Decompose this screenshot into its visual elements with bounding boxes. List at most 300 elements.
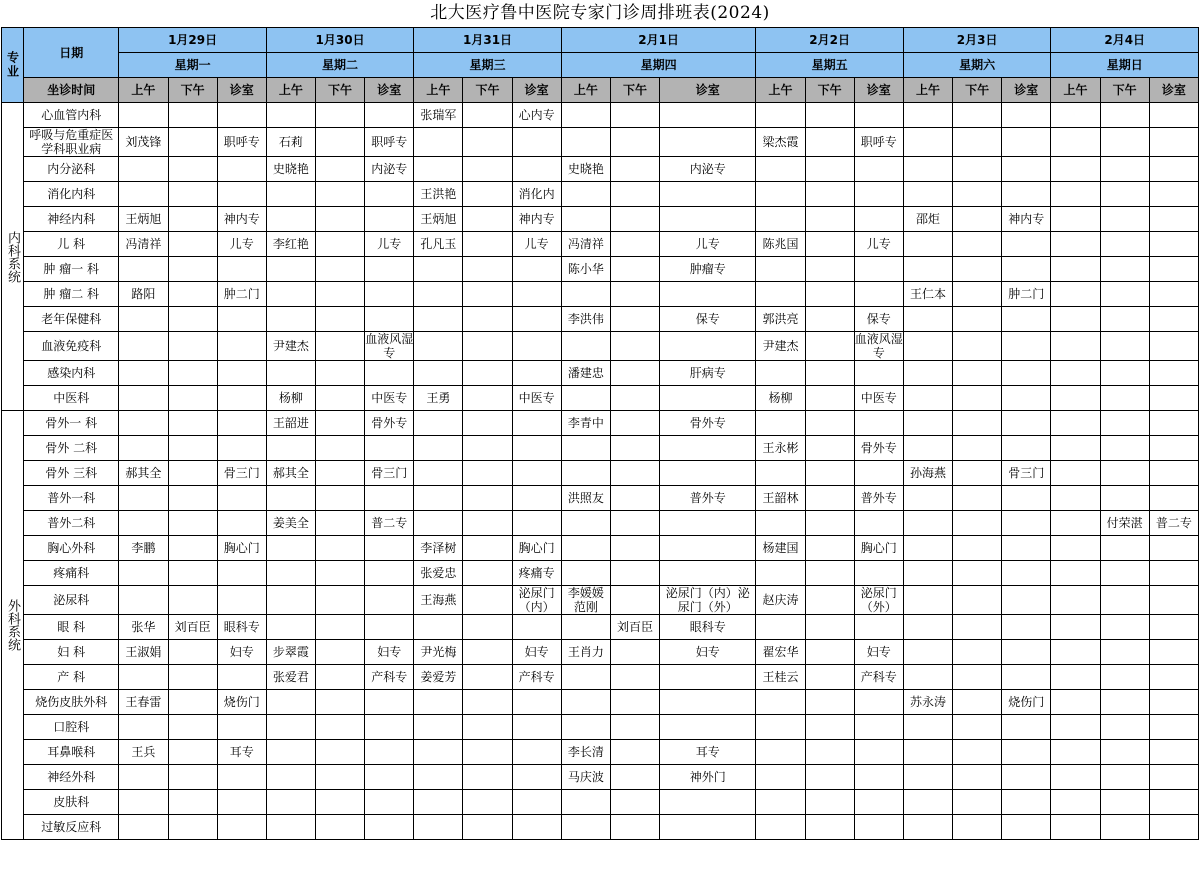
slot-name: 诊室 [365, 78, 414, 103]
schedule-cell: 肿二门 [1002, 282, 1051, 307]
schedule-cell [1149, 740, 1198, 765]
schedule-cell [1002, 511, 1051, 536]
table-row [2, 665, 1199, 690]
schedule-cell [266, 257, 315, 282]
schedule-cell [1002, 665, 1051, 690]
table-row [2, 615, 1199, 640]
schedule-cell [660, 103, 756, 128]
schedule-cell [756, 815, 805, 840]
dept-name: 疼痛科 [24, 561, 119, 586]
schedule-cell [756, 207, 805, 232]
category-label: 内科系统 [2, 103, 24, 411]
schedule-cell [805, 436, 854, 461]
schedule-cell [315, 103, 364, 128]
schedule-cell [168, 232, 217, 257]
schedule-cell [512, 815, 561, 840]
schedule-cell: 张华 [119, 615, 168, 640]
schedule-cell [168, 665, 217, 690]
schedule-cell [217, 103, 266, 128]
schedule-cell [168, 361, 217, 386]
schedule-cell [903, 257, 952, 282]
schedule-cell [1051, 640, 1100, 665]
schedule-cell [610, 436, 659, 461]
schedule-cell [805, 157, 854, 182]
schedule-cell [610, 665, 659, 690]
schedule-cell [805, 257, 854, 282]
schedule-cell [365, 207, 414, 232]
schedule-cell [903, 665, 952, 690]
schedule-cell [266, 536, 315, 561]
schedule-cell [561, 386, 610, 411]
schedule-cell [1149, 307, 1198, 332]
schedule-cell [561, 182, 610, 207]
schedule-cell [365, 765, 414, 790]
schedule-cell [463, 511, 512, 536]
schedule-cell [1149, 182, 1198, 207]
schedule-cell: 消化内 [512, 182, 561, 207]
dept-name: 妇 科 [24, 640, 119, 665]
schedule-cell [660, 182, 756, 207]
schedule-cell [512, 511, 561, 536]
schedule-cell [365, 361, 414, 386]
schedule-cell [561, 715, 610, 740]
schedule-cell [1051, 765, 1100, 790]
schedule-cell [805, 182, 854, 207]
schedule-cell [266, 790, 315, 815]
schedule-cell [365, 690, 414, 715]
schedule-cell: 肿二门 [217, 282, 266, 307]
schedule-cell [168, 182, 217, 207]
schedule-cell [756, 361, 805, 386]
schedule-cell [266, 690, 315, 715]
schedule-cell [414, 361, 463, 386]
schedule-cell [903, 411, 952, 436]
schedule-cell [315, 640, 364, 665]
schedule-cell [805, 307, 854, 332]
schedule-cell [1051, 690, 1100, 715]
schedule-cell [414, 307, 463, 332]
schedule-cell: 冯清祥 [119, 232, 168, 257]
schedule-cell [168, 536, 217, 561]
day-date: 2月1日 [561, 28, 756, 53]
schedule-cell [1100, 586, 1149, 615]
schedule-cell [217, 586, 266, 615]
schedule-cell [660, 436, 756, 461]
schedule-cell [315, 386, 364, 411]
schedule-cell [953, 332, 1002, 361]
schedule-cell [1100, 361, 1149, 386]
day-weekday: 星期三 [414, 53, 561, 78]
dept-name: 产 科 [24, 665, 119, 690]
schedule-cell [854, 561, 903, 586]
schedule-cell [512, 461, 561, 486]
schedule-cell [854, 282, 903, 307]
schedule-cell [315, 182, 364, 207]
schedule-cell [168, 640, 217, 665]
schedule-cell: 李泽树 [414, 536, 463, 561]
schedule-cell [1051, 361, 1100, 386]
schedule-cell [168, 790, 217, 815]
schedule-cell [119, 486, 168, 511]
schedule-cell [1149, 665, 1198, 690]
schedule-cell [414, 157, 463, 182]
schedule-cell [315, 765, 364, 790]
schedule-cell [463, 182, 512, 207]
schedule-cell: 骨外专 [365, 411, 414, 436]
schedule-cell: 王仁本 [903, 282, 952, 307]
schedule-cell: 陈兆国 [756, 232, 805, 257]
schedule-cell [168, 765, 217, 790]
schedule-cell [1051, 411, 1100, 436]
schedule-cell [168, 282, 217, 307]
schedule-cell [854, 511, 903, 536]
schedule-cell [610, 386, 659, 411]
schedule-cell [805, 128, 854, 157]
schedule-cell [463, 715, 512, 740]
schedule-cell [610, 461, 659, 486]
schedule-cell: 步翠霞 [266, 640, 315, 665]
schedule-cell [1149, 715, 1198, 740]
schedule-cell [610, 103, 659, 128]
schedule-cell [1002, 586, 1051, 615]
dept-name: 中医科 [24, 386, 119, 411]
schedule-cell [512, 307, 561, 332]
schedule-cell [1149, 157, 1198, 182]
schedule-cell: 史晓艳 [266, 157, 315, 182]
table-row [2, 640, 1199, 665]
schedule-cell [1149, 411, 1198, 436]
schedule-cell [854, 740, 903, 765]
schedule-cell [463, 282, 512, 307]
schedule-cell [414, 411, 463, 436]
schedule-cell [1002, 715, 1051, 740]
schedule-cell [365, 740, 414, 765]
schedule-cell [365, 815, 414, 840]
schedule-cell [119, 103, 168, 128]
schedule-cell [953, 815, 1002, 840]
schedule-cell [756, 615, 805, 640]
schedule-cell [1002, 157, 1051, 182]
schedule-cell [660, 715, 756, 740]
schedule-cell [365, 282, 414, 307]
schedule-cell [903, 232, 952, 257]
schedule-cell [266, 361, 315, 386]
schedule-cell: 胸心门 [854, 536, 903, 561]
schedule-cell [953, 207, 1002, 232]
schedule-cell [512, 257, 561, 282]
schedule-cell [119, 361, 168, 386]
schedule-cell [266, 307, 315, 332]
schedule-cell [953, 690, 1002, 715]
table-row [2, 232, 1199, 257]
schedule-cell [903, 361, 952, 386]
schedule-cell [463, 690, 512, 715]
schedule-cell [119, 332, 168, 361]
schedule-cell [854, 615, 903, 640]
schedule-cell [610, 207, 659, 232]
dept-name: 老年保健科 [24, 307, 119, 332]
schedule-cell [1100, 157, 1149, 182]
schedule-cell [414, 690, 463, 715]
day-weekday: 星期日 [1051, 53, 1199, 78]
schedule-cell [463, 586, 512, 615]
category-label: 外科系统 [2, 411, 24, 840]
schedule-cell: 翟宏华 [756, 640, 805, 665]
schedule-cell [1149, 361, 1198, 386]
schedule-cell [660, 461, 756, 486]
schedule-cell [561, 665, 610, 690]
schedule-cell: 妇专 [217, 640, 266, 665]
schedule-title: 北大医疗鲁中医院专家门诊周排班表(2024) [430, 3, 770, 23]
schedule-cell: 眼科专 [660, 615, 756, 640]
schedule-cell [610, 640, 659, 665]
schedule-cell [610, 411, 659, 436]
schedule-cell [414, 461, 463, 486]
schedule-cell [903, 332, 952, 361]
schedule-cell [266, 815, 315, 840]
schedule-cell [903, 103, 952, 128]
schedule-cell: 孙海燕 [903, 461, 952, 486]
schedule-cell [854, 182, 903, 207]
schedule-cell [805, 765, 854, 790]
schedule-cell [217, 182, 266, 207]
dept-name: 过敏反应科 [24, 815, 119, 840]
schedule-cell [217, 765, 266, 790]
schedule-cell [610, 765, 659, 790]
schedule-cell [1100, 282, 1149, 307]
schedule-cell: 石莉 [266, 128, 315, 157]
dept-name: 普外二科 [24, 511, 119, 536]
schedule-cell [1149, 436, 1198, 461]
schedule-cell [168, 561, 217, 586]
slot-name: 诊室 [660, 78, 756, 103]
schedule-cell [1100, 103, 1149, 128]
schedule-cell [463, 411, 512, 436]
schedule-cell [1002, 486, 1051, 511]
schedule-cell [660, 511, 756, 536]
schedule-cell [903, 740, 952, 765]
dept-name: 普外一科 [24, 486, 119, 511]
table-row [2, 257, 1199, 282]
schedule-cell: 李洪伟 [561, 307, 610, 332]
schedule-cell [903, 307, 952, 332]
schedule-cell [463, 436, 512, 461]
schedule-cell [1051, 128, 1100, 157]
schedule-cell [414, 511, 463, 536]
schedule-cell: 保专 [660, 307, 756, 332]
schedule-cell: 王洪艳 [414, 182, 463, 207]
schedule-cell [1051, 207, 1100, 232]
schedule-cell [953, 257, 1002, 282]
dept-name: 耳鼻喉科 [24, 740, 119, 765]
schedule-cell [1002, 436, 1051, 461]
table-row [2, 715, 1199, 740]
schedule-cell [266, 103, 315, 128]
schedule-cell [756, 690, 805, 715]
schedule-cell [463, 386, 512, 411]
schedule-cell: 潘建忠 [561, 361, 610, 386]
schedule-cell [660, 386, 756, 411]
schedule-cell: 张爱君 [266, 665, 315, 690]
schedule-cell [953, 715, 1002, 740]
schedule-cell [168, 332, 217, 361]
schedule-cell [805, 386, 854, 411]
schedule-cell [1100, 486, 1149, 511]
schedule-cell [561, 561, 610, 586]
schedule-cell [266, 207, 315, 232]
schedule-cell: 付荣湛 [1100, 511, 1149, 536]
schedule-cell: 神内专 [512, 207, 561, 232]
schedule-cell [1149, 790, 1198, 815]
slot-name: 下午 [805, 78, 854, 103]
schedule-cell [1051, 715, 1100, 740]
schedule-cell: 杨柳 [756, 386, 805, 411]
day-date: 2月2日 [756, 28, 904, 53]
schedule-cell [119, 182, 168, 207]
schedule-cell [1051, 511, 1100, 536]
schedule-cell [1002, 361, 1051, 386]
schedule-cell [561, 207, 610, 232]
schedule-cell [1100, 790, 1149, 815]
schedule-cell [168, 411, 217, 436]
schedule-cell [512, 128, 561, 157]
schedule-cell: 职呼专 [854, 128, 903, 157]
schedule-cell [315, 690, 364, 715]
dept-name: 内分泌科 [24, 157, 119, 182]
schedule-cell [119, 411, 168, 436]
dept-name: 胸心外科 [24, 536, 119, 561]
schedule-cell [315, 128, 364, 157]
schedule-cell [756, 257, 805, 282]
slot-name: 上午 [414, 78, 463, 103]
schedule-cell: 刘茂锋 [119, 128, 168, 157]
schedule-cell [1002, 536, 1051, 561]
schedule-cell: 骨三门 [1002, 461, 1051, 486]
schedule-cell [119, 665, 168, 690]
schedule-cell: 姜爱芳 [414, 665, 463, 690]
schedule-cell [315, 790, 364, 815]
schedule-cell [365, 586, 414, 615]
schedule-cell: 郭洪亮 [756, 307, 805, 332]
schedule-cell: 血液风湿专 [854, 332, 903, 360]
schedule-cell [463, 640, 512, 665]
schedule-cell [463, 536, 512, 561]
schedule-cell: 李鹏 [119, 536, 168, 561]
day-date: 1月31日 [414, 28, 561, 53]
schedule-cell [119, 790, 168, 815]
schedule-cell [414, 715, 463, 740]
schedule-cell [1051, 461, 1100, 486]
schedule-cell [756, 282, 805, 307]
schedule-cell [756, 715, 805, 740]
schedule-cell: 梁杰霞 [756, 128, 805, 157]
schedule-cell: 职呼专 [217, 128, 266, 157]
schedule-cell [903, 436, 952, 461]
schedule-cell [805, 536, 854, 561]
schedule-cell [217, 665, 266, 690]
schedule-cell [1100, 232, 1149, 257]
schedule-cell [168, 157, 217, 182]
schedule-cell [463, 790, 512, 815]
table-row [2, 740, 1199, 765]
schedule-cell: 胸心门 [512, 536, 561, 561]
schedule-cell [168, 740, 217, 765]
schedule-cell [463, 307, 512, 332]
schedule-cell [315, 332, 364, 361]
schedule-cell: 王勇 [414, 386, 463, 411]
schedule-cell: 洪照友 [561, 486, 610, 511]
schedule-cell [1002, 307, 1051, 332]
schedule-cell [805, 361, 854, 386]
schedule-cell: 马庆波 [561, 765, 610, 790]
schedule-cell: 内泌专 [660, 157, 756, 182]
schedule-cell [414, 790, 463, 815]
schedule-cell [903, 128, 952, 157]
slot-name: 上午 [266, 78, 315, 103]
schedule-cell: 肝病专 [660, 361, 756, 386]
schedule-cell [217, 361, 266, 386]
schedule-cell [168, 815, 217, 840]
schedule-cell [463, 103, 512, 128]
schedule-cell [414, 436, 463, 461]
schedule-cell: 邵炬 [903, 207, 952, 232]
slot-name: 诊室 [512, 78, 561, 103]
schedule-cell [660, 790, 756, 815]
schedule-cell: 泌尿门（内） [512, 586, 561, 615]
schedule-cell [315, 461, 364, 486]
schedule-cell [1100, 615, 1149, 640]
schedule-cell [660, 282, 756, 307]
schedule-cell [1149, 103, 1198, 128]
schedule-cell [903, 157, 952, 182]
schedule-cell [1051, 182, 1100, 207]
schedule-cell [463, 461, 512, 486]
schedule-cell [805, 815, 854, 840]
schedule-cell: 产科专 [365, 665, 414, 690]
dept-name: 消化内科 [24, 182, 119, 207]
schedule-cell [1051, 561, 1100, 586]
slot-name: 下午 [1100, 78, 1149, 103]
schedule-cell [1100, 257, 1149, 282]
schedule-cell [660, 665, 756, 690]
schedule-cell [953, 790, 1002, 815]
schedule-cell [1100, 715, 1149, 740]
schedule-cell [903, 386, 952, 411]
schedule-cell [1002, 615, 1051, 640]
schedule-cell [953, 511, 1002, 536]
schedule-cell [854, 411, 903, 436]
schedule-cell [805, 640, 854, 665]
schedule-cell: 烧伤门 [1002, 690, 1051, 715]
schedule-cell [217, 561, 266, 586]
schedule-cell [414, 615, 463, 640]
schedule-cell [414, 486, 463, 511]
schedule-cell [805, 790, 854, 815]
schedule-cell: 保专 [854, 307, 903, 332]
schedule-cell: 杨柳 [266, 386, 315, 411]
schedule-cell [512, 282, 561, 307]
schedule-cell: 尹光梅 [414, 640, 463, 665]
schedule-cell [1149, 640, 1198, 665]
schedule-cell [365, 790, 414, 815]
table-row [2, 386, 1199, 411]
schedule-cell [610, 182, 659, 207]
schedule-cell: 耳专 [217, 740, 266, 765]
schedule-cell [1051, 282, 1100, 307]
schedule-cell [463, 232, 512, 257]
schedule-cell [1149, 386, 1198, 411]
schedule-cell [561, 103, 610, 128]
